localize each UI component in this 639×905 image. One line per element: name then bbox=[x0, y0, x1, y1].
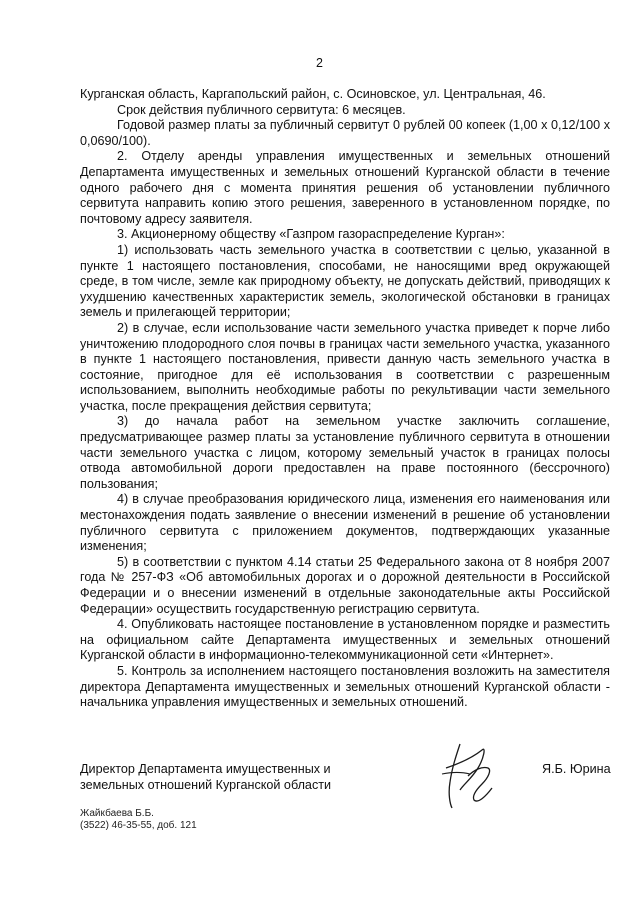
executor-name: Жайкбаева Б.Б. bbox=[80, 808, 154, 819]
paragraph-subitem-4: 4) в случае преобразования юридического лица, изменения его наименования или местонахождения подать заявление о внесении изменений в решение об установлении публичного сервитута с приложением документов, подтверждающих указанные изменения; bbox=[80, 492, 610, 554]
paragraph-item-4: 4. Опубликовать настоящее постановление в установленном порядке и разместить на официальном сайте Департамента имущественных и земельных отношений Курганской области в информационно-телекоммуникационной сети «Интернет». bbox=[80, 617, 610, 663]
signatory-position-line2: земельных отношений Курганской области bbox=[80, 777, 332, 792]
paragraph-address: Курганская область, Каргапольский район, с. Осиновское, ул. Центральная, 46. bbox=[80, 87, 546, 101]
paragraph-subitem-2: 2) в случае, если использование части земельного участка приведет к порче либо уничтожению плодородного слоя почвы в границах части земельного участка, указанного в пункте 1 настоящего постановления, привести данную часть земельного участка в состояние, пригодное для её использования в соответствии с разрешенным использованием, выполнить необходимые работы по рекультивации части земельного участка, после прекращения действия сервитута; bbox=[80, 320, 610, 413]
paragraph-subitem-1: 1) использовать часть земельного участка в соответствии с целью, указанной в пункте 1 настоящего постановления, способами, не наносящими вред окружающей среде, в том числе, земле как природному объекту, не допускать действий, приводящих к ухудшению качественных характеристик земель, экологической обстановки в границах земель и прилегающей территории; bbox=[80, 242, 610, 320]
paragraph-subitem-5: 5) в соответствии с пунктом 4.14 статьи 25 Федерального закона от 8 ноября 2007 года № 257-ФЗ «Об автомобильных дорогах и о дорожной деятельности в Российской Федерации и о внесении изменений в отдельные законодательные акты Российской Федерации» осуществить государственную регистрацию сервитута. bbox=[80, 554, 610, 616]
document-body bbox=[80, 87, 610, 711]
paragraph-annual-fee: Годовой размер платы за публичный сервитут 0 рублей 00 копеек (1,00 х 0,12/100 х 0,0690/100). bbox=[80, 118, 610, 148]
signatory-position-line1: Директор Департамента имущественных и bbox=[80, 762, 331, 776]
paragraph-item-3: 3. Акционерному обществу «Газпром газораспределение Курган»: bbox=[117, 227, 505, 242]
signatory-position bbox=[80, 762, 331, 793]
page-number: 2 bbox=[316, 56, 323, 70]
executor-phone: (3522) 46-35-55, доб. 121 bbox=[80, 820, 197, 831]
handwritten-signature bbox=[438, 738, 508, 810]
executor-info bbox=[80, 808, 197, 832]
paragraph-term: Срок действия публичного сервитута: 6 месяцев. bbox=[117, 102, 406, 117]
signatory-name: Я.Б. Юрина bbox=[542, 762, 611, 776]
paragraph-item-5: 5. Контроль за исполнением настоящего постановления возложить на заместителя директора Департамента имущественных и земельных отношений Курганской области - начальника управления имущественных и земельных отношений. bbox=[80, 663, 610, 710]
paragraph-subitem-3: 3) до начала работ на земельном участке заключить соглашение, предусматривающее размер платы за установление публичного сервитута в отношении части земельного участка с лицом, которому земельный участок в границах полосы отвода автомобильной дороги предоставлен на праве постоянного (бессрочного) пользования; bbox=[80, 414, 610, 491]
paragraph-item-2: 2. Отделу аренды управления имущественных и земельных отношений Департамента имущественных и земельных отношений Курганской области в течение одного рабочего дня с момента принятия решения об установлении публичного сервитута направить копию этого решения, заверенного в установленном порядке, по почтовому адресу заявителя. bbox=[80, 149, 610, 226]
